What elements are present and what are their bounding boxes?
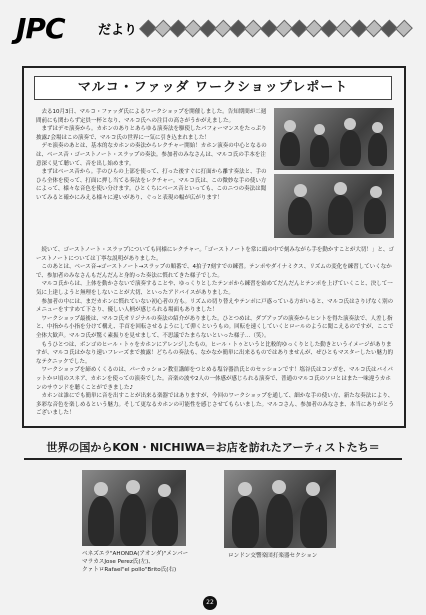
article-body-bottom (36, 246, 396, 418)
london-symphony-photo (224, 470, 336, 548)
caption-line: ベネズエラ"AHONDA(アオンダ)"メンバー (82, 551, 189, 557)
newsletter-header (10, 14, 416, 44)
article-paragraph: このあとは、ベース音→ゴーストノート→スラップの順番で、4拍子7刻すでの練習。テンポやダイナミクス、リズムの変化を練習していくなかで、参加者のみなさんもだんだんと身的った奏法に慣れてきた様子でした。 (36, 264, 392, 279)
venezuela-band-photo (82, 470, 186, 546)
article-paragraph: カホンは誰にでも簡単に音を出すことが出来る楽器ではありますが、今回のワークショップを通して、細かな手の使い方、新たな奏法により、多彩な音色を楽しめるという魅力。そして更なるカホンの可能性を感じさせてもらいました。マルコさん、参加者のみなさま、本当にありがとうございました！ (36, 393, 394, 417)
artists-section-title-box (24, 440, 402, 460)
article-paragraph: ワークショップ最後は、マルコ氏オリジナルの奏法の紹介がありました。ひとつめは、ダブアップの演奏からヒントを得た演奏法で、人差し指と、中指から小指を分けて構え、手首を回転させるようにして弾くというもの。回転を速くしていくとロールのように聞こえるのですが、ここで全体大歓声。マルコ氏が驚く素振りを見せまして、不思議でたまらないといった様子…（笑）。 (36, 315, 394, 339)
article-title-box (34, 76, 392, 100)
article-paragraph: 去る10月3日、マルコ・ファッダ氏によるワークショップを開催しました。告知期間が二週間前にも関わらず定員一杯となり、マルコ氏への注目の高さがうかがえました。 (36, 109, 267, 124)
article-paragraph: まずはデモ演奏から。カホンのありとあらゆる演奏法を駆使したパフォーマンスをたっぷり披露♪会場はこの演奏で、マルコ氏の世界に一気に引き込まれました！ (36, 126, 267, 141)
article-paragraph: もうひとつは、ボンゴのヒール・トゥをカホンにアレンジしたもの。ヒール・トゥというと比較的ゆっくりとした動きというイメージがありますが、マルコ氏はかなり速いフレーズまで披露！どちらの奏法も、なかなか簡単に出来るものではありませんが、ぜひともマスターしたい魅力的なテクニックでした。 (36, 341, 394, 365)
workshop-photo-audience (274, 108, 394, 170)
workshop-photo-performers (274, 174, 394, 238)
logo-subtitle: だより (98, 23, 138, 38)
article-paragraph: 続いて、ゴーストノート・スラップについても同様にレクチャー。「ゴーストノートを常に頭の中で刻みながら手を動かすことが大切！」と、ゴーストノートについては丁寧な説明がありました。 (36, 247, 394, 262)
workshop-report-frame (22, 66, 406, 428)
article-paragraph: 参加者の中には、まだカホンに慣れていない初心者の方も。リズムの切り替えやテンポに戸惑っている方がいると、マルコ氏はさりげなく別のメニューをすすめて下さり、優しい人柄が感じられる場面もありました！ (36, 298, 394, 314)
article-paragraph: マルコ氏からは、上体を動かさないで演奏することや、ゆっくりとしたテンポから練習を始めてだんだんとテンポを上げていくこと、決して一気に上達しようと無理をしないことが大切、といったアドバイスがありました。 (36, 281, 393, 296)
page-number: 22 (203, 596, 217, 610)
caption-line: マラカスJose Perez氏(左)、 (82, 559, 154, 565)
diamond-pattern-decoration (142, 22, 410, 36)
artists-section-title: 世界の国からKON・NICHIWA＝お店を訪れたアーティストたち＝ (46, 441, 380, 454)
article-paragraph: デモ演奏のあとは、基本的なカホンの奏法からレクチャー開始！カホン演奏の中心となるのは、ベース音・ゴーストノート・スラップの奏法。参加者のみなさんは、マルコ氏の手本を注意深く見て聴いて、音を出し始めます。 (36, 143, 267, 167)
article-body-top (36, 108, 268, 203)
article-paragraph: まずはベース音から。手のひらの上部を使って、打った後すぐに打面から離す奏法と、手のひら全体を使って、打面に押し当てる奏法をレクチャー。マルコ氏は、この微妙な手の使い方によって、様々な音色を使い分けます。ひとくちにベース音といっても、このニつの奏法は聞いてみると確かにみえる様々に違いがあり、ぐっと表現の幅が広がります！ (36, 169, 267, 201)
article-paragraph: ワークショップを締めくくるのは、パーカッション教室講師をつとめる塩谷器浩氏とのセッションです！塩谷氏はコンガを、マルコ氏はバイパットかロ頃のスネア、カホンを使っての演奏でした。音楽の波や2人の一体感が感じられる演奏で、普通のマルコ氏のソロとはまた一味違うカホンのサウンドを聴くことができました♪ (36, 367, 393, 391)
jpc-logo: JPC (16, 12, 65, 45)
venezuela-band-caption (82, 550, 212, 574)
london-symphony-caption: ロンドン交響楽団打楽器セクション (228, 553, 318, 559)
article-title: マルコ・ファッダ ワークショップレポート (77, 80, 349, 95)
caption-line: クァトロRafael"el pollo"Brito氏(右) (82, 567, 177, 573)
